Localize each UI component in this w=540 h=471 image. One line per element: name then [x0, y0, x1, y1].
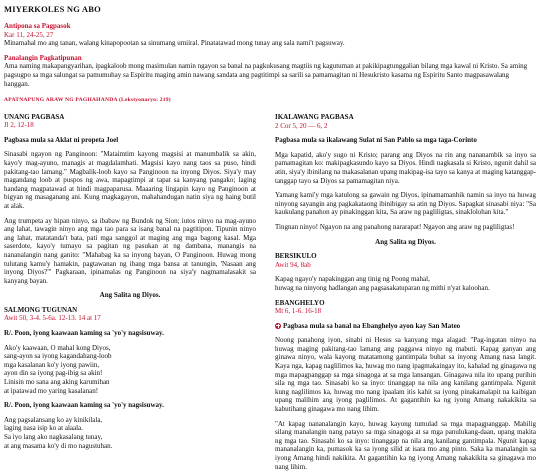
ikalawang-pagbasa-title: IKALAWANG PAGBASA: [275, 113, 354, 121]
stanza-line: Linisin mo sana ang aking karumihan: [4, 378, 110, 387]
unang-pagbasa-p1: Sinasabi ngayon ng Panginoon: "Mataimtim kayong magsisi at manumbalik sa akin, kayo'y mag-ayuno, managis at magdalamhati. Magsisi kayo nang taos sa puso, hindi pakitang-tao lamang." Magbalik-loob kayo sa Panginoon na inyong Diyos. Siya'y may magandang loob at puspos ng awa, mapagtimpi at tapat sa kanyang pangako; laging handang magpatawad at hindi magpaparusa. Maaaring lingapin kayo ng Panginoon at bigyan ng masaganang ani. Kung magkagayon, mahahandugan natin siya ng haing butil at alak.: [4, 150, 256, 210]
bersikulo-line: huwag na ninyong hadlangan ang pagsasakatuparan ng mithi n'yat kaloohan.: [275, 283, 490, 292]
pambungad-heading: Panalangin Pagkatipunan: [4, 53, 82, 62]
salmo-stanza-2: [4, 416, 256, 450]
section-label: APATNAPUNG ARAW NG PAGHAHANDA (Leksiyonaryo: 219): [4, 97, 171, 103]
antipona-text: Minamahal mo ang tanan, walang kinapopootan sa sinumang umiiral. Pinatatawad mong tunay ang sala nami't pagsuway.: [4, 39, 345, 48]
ebanghelyo-ref: Mt 6, 1-6. 16-18: [275, 307, 322, 316]
stanza-line: sang-ayon sa iyong kagandahang-loob: [4, 352, 112, 361]
top-section: [4, 4, 536, 88]
salmo-tugon: R/. Poon, iyong kaawaan kaming sa 'yo'y nagsisuway.: [4, 329, 164, 338]
bersikulo-title: BERSIKULO: [275, 252, 317, 261]
antipona-ref: Kar 11, 24-25, 27: [4, 30, 54, 39]
ebanghelyo-p1: Noong panahong iyon, sinabi ni Hesus sa kanyang mga alagad: "Pag-ingatan ninyo na huwag maging pakitang-tao lamang ang paggawa ninyo ng mabuti. Kapag ganyan ang ginawa ninyo, wala kayong matatamong gantimpala buhat sa inyong Amang nasa langit. Kaya nga, kapag naglilimos ka, huwag mo nang ipagmakaingay ito, kahalad ng ginagawa ng mga mapagpanggap sa mga sinagoga at sa mga lansangan. Ginagawa nila ito upang purihin sila ng mga tao. Sinasabi ko sa inyo: tinanggap na nila ang kanilang gantimpala. Ngunit kung naglilimos ka, huwag mo nang ipaalam itis kahit sa iyong pinakamalapit na kaibigan upang malihim ang iyong paglilimos. At gagantihin ka ng iyong Amang nakakikita sa kabutihang ginagawa mo nang lihim.: [275, 336, 536, 414]
ikalawang-pagbasa-end: Ang Salita ng Diyos.: [375, 237, 436, 246]
salmo-title: SALMONG TUGUNAN: [4, 305, 78, 314]
antipona-heading: Antipona sa Pagpasok: [4, 22, 71, 30]
ebanghelyo-title: EBANGHELYO: [275, 298, 325, 307]
stanza-line: ayon din sa iyong pag-ibig sa akin!: [4, 369, 103, 378]
left-column: [4, 96, 256, 450]
unang-pagbasa-p2: Ang trumpeta ay hipan ninyo, sa ibabaw ng Bundok ng Sion; iutos ninyo na mag-ayuno ang lahat, tawagin ninyo ang mga tao para sa isang banal na pagtitipon. Tipunin ninyo ang lahat, matatanda't bata, pati mga sanggol at maging ang mga bagong kasal. Mga saserdote, kayo'y tumayo sa pagitan ng pasukan at ng dambana, manangis na nananalangin nang ganito: "Mahabag ka sa inyong bayan, O Panginoon. Huwag mong tulutang kamu'y hamakin, pagtawanan ng ibang mga bansa at tanungin, 'Nasaan ang inyong Diyos?'" Pagkaraan, ipinamalas ng Panginoon na siya'y nagmamalasakit sa kanyang bayan.: [4, 216, 256, 285]
stanza-line: at ang masama ko'y di mo nagustuhan.: [4, 441, 113, 450]
ebanghelyo-intro: Pagbasa mula sa banal na Ebanghelyo ayon kay San Mateo: [283, 321, 461, 330]
pambungad-text: Ama naming makapangyarihan, ipagkaloob mong masimulan namin ngayon sa banal na pagkukusang magtiis ng kagutuman at pakikipagtunggalian bilang mga kawal ni Kristo. Sa aming pagsugpo sa mga salungat sa pamumuhay sa Espiritu maging amin nawang sandata ang pagtitimpi sa sarili sa pamamagitan ni Hesukristo kasama ng Espiritu Santo magpasawalang hanggan.: [4, 62, 528, 88]
stanza-line: Ang pagsalansang ko ay kinikilala,: [4, 415, 103, 424]
stanza-line: Ako'y kaawaan, O mahal kong Diyos,: [4, 343, 111, 352]
unang-pagbasa-end: Ang Salita ng Diyos.: [99, 291, 161, 300]
cross-icon: [275, 323, 281, 329]
ikalawang-pagbasa-p1: Mga kapatid, ako'y sugo ni Kristo; parang ang Diyos na rin ang nananambik sa inyo sa pamamagitan ko: makipagkasundo kayo sa Diyos. Hindi nagkasala si Kristo, ngunit dahil sa atin, siya'y ibinilang na makasalanan upang makipag-isa tayo sa kanya at maging katanggap-tanggap tayo sa Diyos sa pamamagitan niya.: [275, 150, 536, 185]
unang-pagbasa-title: UNANG PAGBASA: [4, 112, 65, 121]
stanza-line: at ipatawad mo yaring kasalanan!: [4, 386, 99, 395]
ikalawang-pagbasa-p2: Yamang kami'y mga katulong sa gawain ng Diyos, ipinamamanhik namin sa inyo na huwag ninyong sayangin ang pagkakataong ibinibigay sa atin ng Diyos. Sapagkat sinasabi niya: "Sa kaukulang panahon ay pinakinggan kita, Sa araw ng pagliligtas, sinaklolohan kita.": [275, 191, 536, 217]
ikalawang-pagbasa-ref: 2 Cor 5, 20 — 6, 2: [275, 121, 328, 130]
stanza-line: mga kasalanan ko'y iyong pawiin,: [4, 360, 100, 369]
unang-pagbasa-intro: Pagbasa mula sa Aklat ni propeta Joel: [4, 135, 119, 144]
right-column: [275, 113, 536, 471]
stanza-line: laging nasa isip ko at alaala.: [4, 424, 83, 433]
ikalawang-pagbasa-p3: Tingnan ninyo! Ngayon na ang panahong nararapat! Ngayon ang araw ng pagliligtas!: [275, 222, 515, 231]
salmo-ref: Awit 50, 3-4. 5-6a. 12-13. 14 at 17: [4, 314, 101, 323]
ebanghelyo-intro-row: [275, 322, 536, 331]
salmo-tugon-2: R/. Poon, iyong kaawaan kaming sa 'yo'y nagsisuway.: [4, 401, 164, 410]
unang-pagbasa-ref: Jl 2, 12-18: [4, 121, 34, 130]
ikalawang-pagbasa-intro: Pagbasa mula sa ikalawang Sulat ni San Pablo sa mga taga-Corinto: [275, 136, 477, 145]
ebanghelyo-p2: "At kapag nananalangin kayo, huwag kayong tumulad sa mga mapagpanggap. Mahilig silang manalangin nang patayo sa mga sinagoga at sa mga panulukang-daan, upang makita ng mga tao. Sinasabi ko sa inyo: tinanggap na nila ang kanilang gantimpala. Ngunit kapag mananalangin ka, pumasok ka sa iyong silid at isara mo ang pinto. Saka ka manalangin sa iyong Amang hindi nakikita. At gagantihin ka ng iyong Amang nakakikita sa ginagawa mo nang lihim.: [275, 419, 536, 471]
salmo-stanza-1: [4, 344, 256, 396]
stanza-line: Sa iyo lang ako nagkasalang tunay,: [4, 433, 103, 441]
page-title: MIYERKOLES NG ABO: [4, 4, 101, 14]
bersikulo-ref: Awit 94, 8ab: [275, 260, 311, 269]
bersikulo-line: Kapag ngayo'y napakinggan ang tinig ng Poong mahal,: [275, 275, 430, 284]
